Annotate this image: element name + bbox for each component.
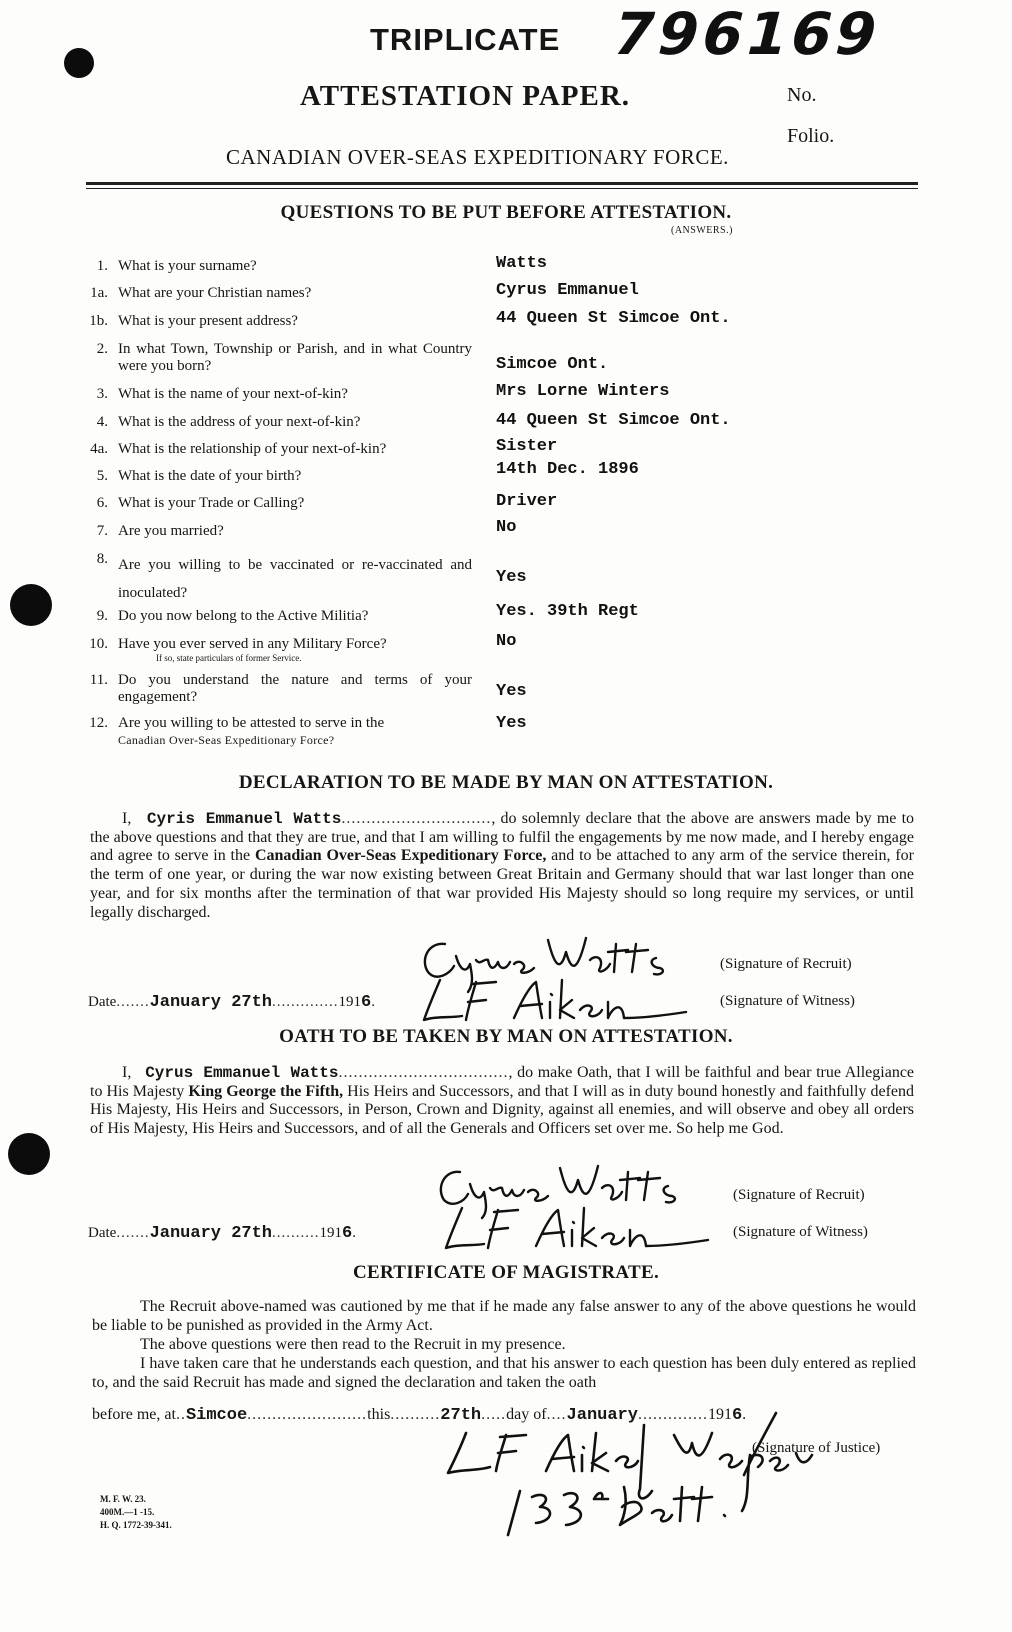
oath-heading: OATH TO BE TAKEN BY MAN ON ATTESTATION. [279, 1026, 733, 1047]
form-code-2: 400M.—1 -15. [100, 1507, 155, 1517]
magistrate-year-suffix: 6 [731, 1406, 743, 1425]
question-number: 9. [96, 608, 108, 624]
answer-value: No [496, 632, 517, 651]
declaration-date-label: Date [88, 994, 117, 1010]
question-number: 7. [96, 523, 108, 539]
regimental-number: 796169 [605, 0, 889, 68]
magistrate-before-label: before me, at [92, 1406, 176, 1423]
magistrate-month: January [566, 1406, 638, 1425]
oath-witness-label: (Signature of Witness) [733, 1224, 868, 1240]
magistrate-day-of-label: day of [506, 1406, 547, 1423]
question-text-wrap [118, 715, 472, 749]
answer-value: Yes. 39th Regt [496, 602, 639, 621]
questions-heading: QUESTIONS TO BE PUT BEFORE ATTESTATION. [280, 202, 732, 223]
punch-hole-lower [8, 1133, 50, 1175]
question-number: 5. [96, 468, 108, 484]
page-title: ATTESTATION PAPER. [300, 80, 631, 112]
question-number: 8. [96, 551, 108, 567]
answer-value: 44 Queen St Simcoe Ont. [496, 309, 731, 328]
magistrate-place: Simcoe [185, 1406, 248, 1425]
question-number: 3. [96, 386, 108, 402]
oath-date-label: Date [88, 1225, 117, 1241]
magistrate-para-1: The Recruit above-named was cautioned by me that if he made any false answer to any of the above questions he would be liable to be punished as provided in the Army Act. [92, 1298, 916, 1334]
declaration-date-period: . [371, 994, 375, 1010]
declaration-text [90, 810, 914, 922]
declaration-text-b: and to be attached to any arm of the service therein, for the term of one year, or during the war now existing between Great Britain and Germany should that war last longer than one year, and for six months after the termination of that war provided His Majesty should so long require my services, or until legally discharged. [90, 847, 914, 921]
question-number: 1a. [90, 285, 108, 301]
dotted-leader: ........................ [247, 1406, 368, 1423]
dotted-leader: .............................. [341, 810, 492, 827]
oath-date-value: January 27th [149, 1224, 272, 1243]
question-subtext: If so, state particulars of former Service. [156, 653, 302, 663]
dotted-leader: .... [546, 1406, 567, 1423]
header-rule-thin [86, 188, 918, 189]
question-number: 1. [96, 258, 108, 274]
declaration-heading: DECLARATION TO BE MADE BY MAN ON ATTESTATION. [238, 772, 774, 793]
form-code-1: M. F. W. 23. [100, 1494, 146, 1504]
oath-intro: I, [122, 1064, 132, 1081]
answer-value: Yes [496, 714, 527, 733]
answer-value: Sister [496, 437, 558, 456]
question-text: What is the address of your next-of-kin? [118, 414, 361, 430]
declaration-text-a: , do solemnly declare that the above are answers made by me to the above questions and that they are true, and that I am willing to fulfil the engagements by me now made, and I hereby engage and agree to serve in the [90, 810, 915, 865]
oath-name: Cyrus Emmanuel Watts [145, 1064, 339, 1082]
declaration-witness-label: (Signature of Witness) [720, 993, 855, 1009]
answer-value: Watts [496, 254, 548, 273]
question-text: Have you ever served in any Military Force? [118, 636, 387, 652]
triplicate-stamp: TRIPLICATE [370, 22, 561, 57]
answer-value: Simcoe Ont. [496, 355, 609, 374]
oath-year-suffix: 6 [342, 1224, 353, 1243]
answer-value: Mrs Lorne Winters [496, 382, 670, 401]
declaration-date-value: January 27th [149, 993, 272, 1012]
question-text: Do you now belong to the Active Militia? [118, 608, 369, 624]
dotted-leader: .............. [637, 1406, 708, 1423]
question-number: 12. [89, 715, 108, 731]
declaration-witness-signature [410, 972, 700, 1028]
question-text: Are you willing to be vaccinated or re-vaccinated and inoculated? [118, 557, 472, 601]
question-number: 4. [96, 414, 108, 430]
question-text: What is the date of your birth? [118, 468, 302, 484]
dotted-leader: .......... [390, 1406, 441, 1423]
oath-recruit-label: (Signature of Recruit) [733, 1187, 865, 1203]
question-text: What is your present address? [118, 313, 298, 329]
magistrate-justice-label: (Signature of Justice) [752, 1440, 881, 1456]
magistrate-para-2: The above questions were then read to the Recruit in my presence. [140, 1336, 566, 1353]
answers-heading: (ANSWERS.) [671, 225, 733, 236]
declaration-date-row [88, 993, 375, 1012]
dotted-leader: .............. [272, 994, 339, 1010]
answer-value: Yes [496, 568, 527, 587]
question-text: What is your Trade or Calling? [118, 495, 305, 511]
question-number: 2. [96, 341, 108, 357]
folio-label: Folio. [787, 125, 835, 147]
oath-text [90, 1064, 914, 1139]
magistrate-day: 27th [440, 1406, 482, 1425]
declaration-name: Cyris Emmanuel Watts [146, 810, 342, 828]
declaration-intro: I, [122, 810, 132, 827]
question-text: Do you understand the nature and terms of your engagement? [118, 672, 472, 705]
oath-date-period: . [352, 1225, 356, 1241]
answer-value: Yes [496, 682, 527, 701]
declaration-recruit-label: (Signature of Recruit) [720, 956, 852, 972]
magistrate-signature [430, 1395, 900, 1535]
answer-value: No [496, 518, 517, 537]
answer-value: 14th Dec. 1896 [496, 460, 639, 479]
no-label: No. [787, 84, 817, 106]
oath-text-b: His Heirs and Successors, and that I will as in duty bound honestly and faithfully defend His Majesty, His Heirs and Successors, in Person, Crown and Dignity, against all enemies, and will observe and obey all orders of His Majesty, His Heirs and Successors, and of all the Generals and Officers set over me. So help me God. [90, 1082, 914, 1138]
dotted-leader: ..... [481, 1406, 507, 1423]
declaration-year-suffix: 6 [361, 993, 372, 1012]
question-number: 1b. [89, 313, 108, 329]
question-text: Are you willing to be attested to serve in the [118, 715, 385, 731]
form-code-3: H. Q. 1772-39-341. [100, 1520, 172, 1530]
magistrate-heading: CERTIFICATE OF MAGISTRATE. [352, 1262, 660, 1283]
magistrate-this-label: this [367, 1406, 391, 1423]
question-text: In what Town, Township or Parish, and in what Country were you born? [118, 341, 472, 374]
oath-year-prefix: 191 [319, 1225, 342, 1241]
question-text: What is your surname? [118, 258, 257, 274]
dotted-leader: ....... [116, 994, 150, 1010]
oath-text-a: , do make Oath, that I will be faithful and bear true Allegiance to His Majesty [90, 1064, 915, 1100]
question-number: 11. [89, 672, 108, 688]
magistrate-para-3: I have taken care that he understands each question, and that his answer to each question has been duly entered as replied to, and the said Recruit has made and signed the declaration and taken the oath [92, 1355, 916, 1391]
oath-witness-signature [432, 1200, 722, 1256]
question-text: What are your Christian names? [118, 285, 312, 301]
question-text: What is the name of your next-of-kin? [118, 386, 348, 402]
dotted-leader: ....... [116, 1225, 150, 1241]
question-number: 4a. [90, 441, 108, 457]
question-text: What is the relationship of your next-of-kin? [118, 441, 387, 457]
question-text-line2: Canadian Over-Seas Expeditionary Force? [118, 733, 335, 747]
oath-date-row [88, 1224, 356, 1243]
declaration-force: Canadian Over-Seas Expeditionary Force, [254, 847, 547, 865]
answer-value: Driver [496, 492, 558, 511]
question-text-wrap [118, 636, 472, 664]
question-number: 10. [89, 636, 108, 652]
declaration-year-prefix: 191 [338, 994, 361, 1010]
force-name: CANADIAN OVER-SEAS EXPEDITIONARY FORCE. [226, 145, 729, 169]
header-rule-thick [86, 182, 918, 185]
punch-hole-top [64, 48, 94, 78]
dotted-leader: .................................. [338, 1064, 509, 1081]
answer-value: 44 Queen St Simcoe Ont. [496, 411, 731, 430]
question-number: 6. [96, 495, 108, 511]
oath-king: King George the Fifth, [188, 1082, 344, 1100]
punch-hole-upper [10, 584, 52, 626]
magistrate-date-period: . [742, 1406, 747, 1423]
dotted-leader: .......... [272, 1225, 320, 1241]
answer-value: Cyrus Emmanuel [496, 281, 639, 300]
magistrate-year-prefix: 191 [707, 1406, 732, 1423]
dotted-leader: .. [175, 1406, 186, 1423]
question-text: Are you married? [118, 523, 224, 539]
